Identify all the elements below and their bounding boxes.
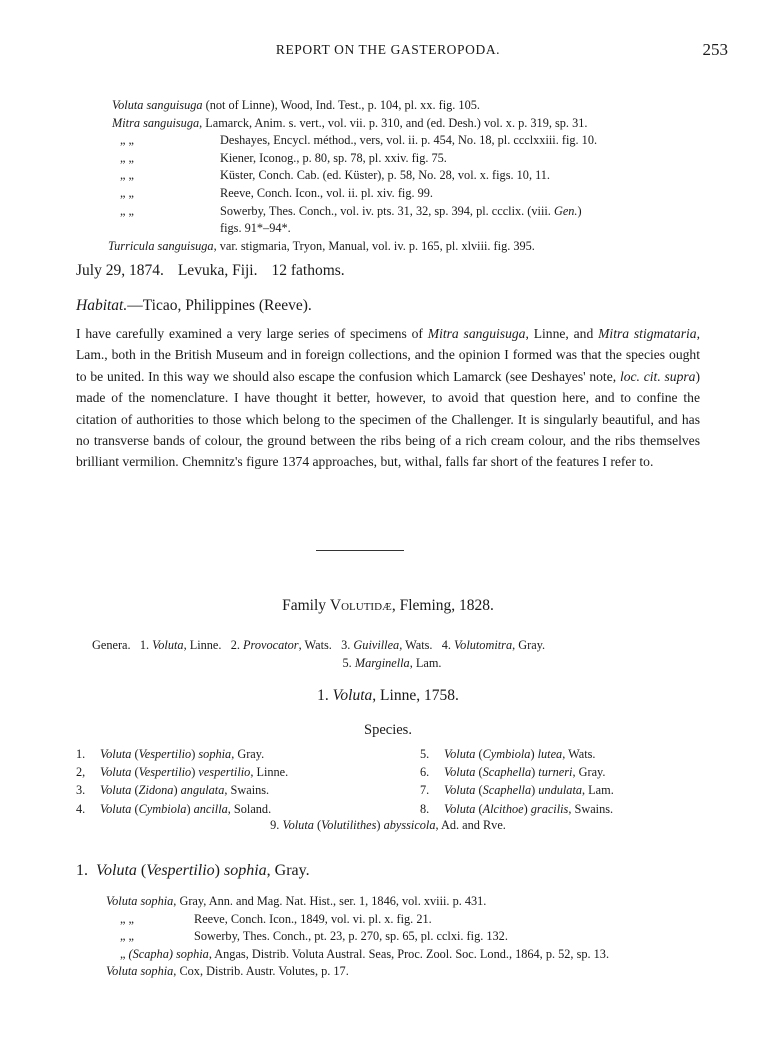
synonym-name: Voluta sanguisuga: [112, 98, 203, 112]
species-item: 4. Voluta (Cymbiola) ancilla, Soland.: [76, 800, 288, 818]
synonym-entry: [106, 963, 609, 981]
running-head: [0, 40, 776, 62]
paragraph-citation: loc. cit. supra: [619, 368, 696, 384]
genus-author: , Wats.: [298, 638, 332, 652]
synonym-name: Mitra sanguisuga: [112, 115, 200, 130]
species-epithet: abyssicola: [383, 818, 436, 832]
genus-name: Marginella: [354, 656, 410, 670]
species-subgenus: Zidona: [138, 783, 174, 798]
species-epithet: sophia: [198, 747, 232, 761]
species-subgenus: Vespertilio: [138, 747, 192, 761]
paragraph-taxon: Mitra stigmataria: [598, 326, 697, 341]
species-item: 8. Voluta (Alcithoe) gracilis, Swains.: [420, 800, 614, 818]
species-number: 9.: [270, 818, 280, 832]
genus-heading-author: , Linne, 1758.: [372, 687, 459, 704]
species-list-right: [420, 745, 614, 818]
ditto-marks: „ „: [120, 203, 134, 218]
species-subgenus: Volutilithes: [321, 818, 377, 832]
genus-name: Provocator: [243, 638, 299, 652]
synonym-entry: [106, 911, 609, 929]
species-epithet: undulata: [538, 783, 583, 798]
species-item: 6. Voluta (Scaphella) turneri, Gray.: [420, 763, 614, 781]
habitat: [76, 297, 312, 315]
station-locality: Levuka, Fiji.: [177, 262, 258, 279]
genera-label: Genera.: [92, 638, 131, 652]
species-heading: Species.: [364, 722, 412, 738]
running-title: REPORT ON THE GASTEROPODA.: [275, 42, 501, 57]
genus-author: , Linne.: [183, 638, 222, 652]
species-epithet: lutea: [537, 747, 563, 761]
synonymy-list-1: [108, 97, 598, 255]
synonym-entry: [112, 150, 597, 168]
ditto-marks: „ „: [120, 133, 134, 148]
synonym-name: Voluta sophia: [106, 964, 174, 979]
synonym-reference: Kiener, Iconog., p. 80, sp. 78, pl. xxiv. fig. 75.: [220, 150, 447, 165]
species-epithet: ancilla: [193, 801, 228, 816]
species-subgenus: Scaphella: [482, 765, 532, 780]
species-item-centered: 9. Voluta (Volutilithes) abyssicola, Ad. and Rve.: [270, 818, 506, 832]
synonym-continuation: [112, 220, 597, 238]
synonym-entry: [112, 185, 597, 203]
synonym-entry: [112, 167, 597, 185]
synonym-reference: , Angas, Distrib. Voluta Austral. Seas, Proc. Zool. Soc. Lond., 1864, p. 52, sp. 13.: [208, 946, 610, 961]
genus-number: 1.: [139, 638, 150, 652]
species-number: 2,: [76, 765, 86, 780]
paragraph-text: , Lam., both in the British Museum and in foreign collections, and the opinion I formed was that the species ought to be united. In this way we should also escape the confusion which Lamarck (see Deshayes' note,: [76, 326, 700, 384]
synonym-reference: Sowerby, Thes. Conch., pt. 23, p. 270, sp. 65, pl. cclxi. fig. 132.: [194, 929, 508, 944]
station-date: July 29, 1874.: [76, 262, 164, 279]
species-epithet: vespertilio: [198, 765, 251, 780]
synonym-name: Voluta sophia: [106, 894, 174, 908]
genus-name: Volutomitra: [454, 638, 513, 652]
synonymy-list-2: [106, 893, 609, 981]
species-epithet: gracilis: [530, 801, 569, 816]
species-number: 3.: [76, 783, 86, 798]
species-title-subgenus: Vespertilio: [146, 862, 215, 879]
species-author: , Swains.: [568, 801, 614, 816]
species-subgenus: Alcithoe: [482, 801, 524, 816]
species-list-left: [76, 745, 288, 818]
species-author: , Linne.: [250, 765, 289, 780]
genus-number: 2.: [230, 638, 240, 652]
species-genus: Voluta: [100, 765, 132, 780]
species-number: 6.: [420, 765, 430, 780]
genus-heading-name: Voluta: [332, 687, 373, 704]
genus-name: Voluta: [152, 638, 184, 652]
genus-heading-number: 1.: [317, 687, 329, 704]
genus-number: 5.: [342, 656, 352, 670]
station-depth: 12 fathoms.: [271, 262, 345, 279]
species-author: , Lam.: [582, 783, 614, 798]
synonym-entry: [106, 946, 609, 964]
species-number: 7.: [420, 783, 430, 798]
synonym-reference: Küster, Conch. Cab. (ed. Küster), p. 58, No. 28, vol. x. figs. 10, 11.: [220, 168, 551, 183]
synonym-entry: [112, 97, 597, 115]
family-prefix: Family: [282, 597, 330, 614]
family-author: , Fleming, 1828.: [391, 597, 494, 614]
ditto-marks: „ „: [120, 168, 134, 183]
closing-paren: ): [577, 203, 582, 218]
species-epithet: turneri: [538, 765, 573, 780]
synonym-name: (Scapha) sophia: [128, 946, 209, 961]
ditto-marks: „ „: [120, 911, 134, 926]
synonym-reference: Reeve, Conch. Icon., 1849, vol. vi. pl. x. fig. 21.: [194, 911, 432, 926]
synonym-reference: Sowerby, Thes. Conch., vol. iv. pts. 31, 32, sp. 394, pl. ccclix. (viii.: [220, 203, 554, 218]
synonym-entry: [106, 893, 609, 911]
species-author: , Soland.: [227, 801, 272, 816]
synonym-reference: , Lamarck, Anim. s. vert., vol. vii. p. 310, and (ed. Desh.) vol. x. p. 319, sp. 31.: [199, 115, 588, 130]
species-title-author: , Gray.: [266, 862, 310, 879]
species-item: 3. Voluta (Zidona) angulata, Swains.: [76, 781, 288, 799]
synonym-reference: figs. 91*–94*.: [220, 221, 291, 236]
page-number: 253: [702, 40, 728, 59]
species-subgenus: Cymbiola: [138, 801, 187, 816]
habitat-label: Habitat.: [76, 297, 128, 314]
paragraph-taxon: Mitra sanguisuga: [427, 326, 526, 341]
species-title: 1. Voluta (Vespertilio) sophia, Gray.: [76, 862, 310, 879]
species-genus: Voluta: [100, 783, 132, 798]
species-genus: Voluta: [100, 747, 132, 761]
species-item: 2, Voluta (Vespertilio) vespertilio, Linne.: [76, 763, 288, 781]
paragraph-text: , Linne, and: [525, 326, 599, 341]
ditto-marks: „ „: [120, 185, 134, 200]
synonym-name: Turricula sanguisuga: [108, 238, 214, 253]
species-genus: Voluta: [282, 818, 314, 832]
synonym-genus-ref: Gen.: [553, 203, 578, 218]
species-title-epithet: sophia: [223, 862, 267, 879]
body-paragraph: [76, 323, 700, 473]
species-author: , Wats.: [562, 747, 596, 761]
synonym-entry: [112, 115, 597, 133]
species-item: 1. Voluta (Vespertilio) sophia, Gray.: [76, 745, 288, 763]
species-author: , Swains.: [224, 783, 270, 798]
synonym-reference: , Cox, Distrib. Austr. Volutes, p. 17.: [173, 964, 349, 979]
genus-author: , Gray.: [512, 638, 546, 652]
species-subgenus: Cymbiola: [482, 747, 531, 761]
species-subgenus: Vespertilio: [138, 765, 192, 780]
genus-number: 4.: [441, 638, 451, 652]
synonym-reference: Deshayes, Encycl. méthod., vers, vol. ii. p. 454, No. 18, pl. ccclxxiii. fig. 10.: [220, 133, 598, 148]
genus-name: Guivillea: [353, 638, 400, 652]
synonym-entry: [112, 132, 597, 150]
species-genus: Voluta: [444, 801, 476, 816]
species-genus: Voluta: [444, 765, 476, 780]
genera-row-2: [92, 654, 692, 672]
synonym-reference: , var. stigmaria, Tryon, Manual, vol. iv. p. 165, pl. xlviii. fig. 395.: [213, 238, 535, 253]
synonym-entry: [108, 238, 597, 256]
ditto-marks: „ „: [120, 929, 134, 944]
station-record: [76, 262, 359, 280]
genus-author: , Lam.: [409, 656, 442, 670]
species-genus: Voluta: [100, 801, 132, 816]
species-subgenus: Scaphella: [482, 783, 532, 798]
species-genus: Voluta: [444, 783, 476, 798]
species-author: , Gray.: [231, 747, 265, 761]
genus-author: , Wats.: [399, 638, 433, 652]
species-item: 7. Voluta (Scaphella) undulata, Lam.: [420, 781, 614, 799]
species-epithet: angulata: [180, 783, 225, 798]
paragraph-text: I have carefully examined a very large series of specimens of: [76, 326, 428, 341]
synonym-reference: Reeve, Conch. Icon., vol. ii. pl. xiv. fig. 99.: [220, 185, 433, 200]
genus-heading: [0, 687, 776, 705]
paragraph-text: ) made of the nomenclature. I have thought it better, however, to avoid that question here, and to confine the citation of authorities to those which belong to the specimen of the Challenger. It is singularly beautiful, and has no transverse bands of colour, the ground between the ribs being of a rich cream colour, and the ribs themselves brilliant vermilion. Chemnitz's figure 1374 approaches, but, withal, falls far short of the features I refer to.: [76, 368, 701, 470]
species-author: , Gray.: [572, 765, 606, 780]
synonym-reference: (not of Linne), Wood, Ind. Test., p. 104, pl. xx. fig. 105.: [202, 98, 480, 112]
genera-list: [92, 636, 692, 672]
species-title-number: 1.: [76, 862, 88, 879]
synonym-reference: , Gray, Ann. and Mag. Nat. Hist., ser. 1, 1846, vol. xviii. p. 431.: [173, 894, 487, 908]
family-heading: [0, 597, 776, 615]
species-genus: Voluta: [444, 747, 476, 761]
family-name: Volutidæ: [329, 597, 392, 614]
species-author: , Ad. and Rve.: [435, 818, 506, 832]
species-title-genus: Voluta: [96, 862, 137, 879]
species-item: 5. Voluta (Cymbiola) lutea, Wats.: [420, 745, 614, 763]
species-number: 4.: [76, 801, 86, 816]
genus-number: 3.: [341, 638, 351, 652]
species-number: 5.: [420, 747, 430, 761]
synonym-entry: [106, 928, 609, 946]
ditto-marks: „: [120, 946, 126, 961]
section-divider: [316, 550, 404, 551]
species-number: 8.: [420, 801, 430, 816]
genera-row-1: [92, 636, 692, 654]
ditto-marks: „ „: [120, 150, 134, 165]
species-number: 1.: [76, 747, 86, 761]
synonym-entry: [112, 203, 597, 221]
habitat-text: —Ticao, Philippines (Reeve).: [127, 297, 312, 314]
